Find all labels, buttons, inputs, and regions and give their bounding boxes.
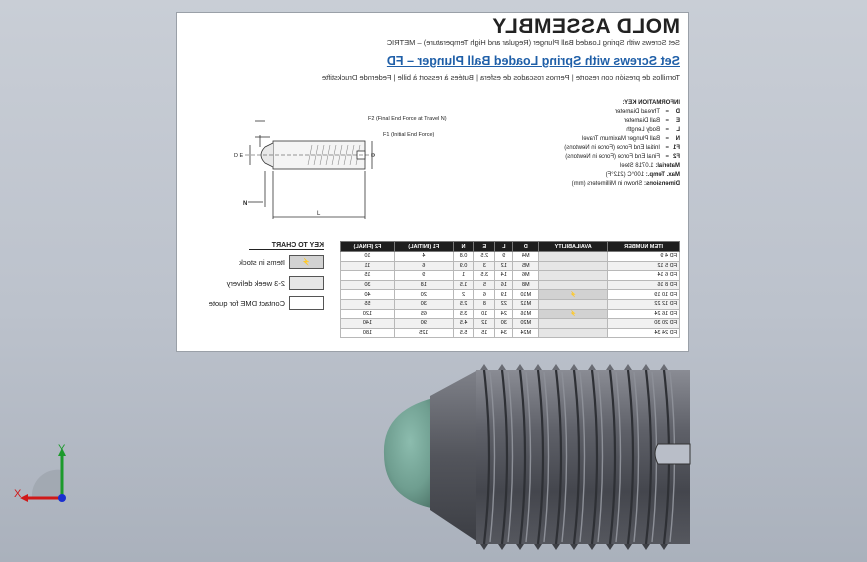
col-availability: AVAILABILITY [539,242,608,252]
cell-l: 14 [495,271,513,281]
sheet-subtitle: Set Screws with Spring Loaded Ball Plunger (Regular and High Temperature) – METRIC [386,38,680,47]
cell-f2: 10 [341,252,395,262]
info-key-title: INFORMATION KEY: [622,100,680,106]
table-row [341,280,680,290]
info-row: N=Ball Plunger Maximum Travel [581,136,680,142]
cell-d: M10 [513,290,539,300]
cell-n: 2 [453,290,474,300]
cell-l: 12 [495,261,513,271]
cell-f1: 65 [394,309,453,319]
cell-avail-stock-icon: ⚡ [539,290,608,300]
e-label: D E [234,153,244,159]
col-item-number: ITEM NUMBER [608,242,680,252]
thread-tooth [534,544,542,550]
y-label: Y [58,443,66,455]
thread-tooth [606,364,614,370]
sheet-title: MOLD ASSEMBLY [491,15,680,38]
col-n: N [453,242,474,252]
thread-tooth [588,364,596,370]
cell-l: 16 [495,280,513,290]
cell-e: 15 [474,328,495,338]
table-row [341,328,680,338]
cell-l: 19 [495,290,513,300]
thread-tooth [624,364,632,370]
cell-f2: 180 [341,328,395,338]
col-f2: F2 (FINAL) [341,242,395,252]
info-row: L=Body Length [626,127,680,133]
table-row [341,319,680,329]
cell-d: M5 [513,261,539,271]
d-label: D [371,153,375,159]
cell-f1: 20 [394,290,453,300]
col-d: D [513,242,539,252]
cell-item: FD 24 34 [608,328,680,338]
cell-avail [539,261,608,271]
set-screw-model[interactable] [380,356,695,551]
f2-label: F2 (Final End Force at Travel N) [368,116,447,122]
col-e: E [474,242,495,252]
key-stock-label: Items in stock [239,257,285,267]
cell-avail-stock-icon: ⚡ [539,309,608,319]
table-header-row [341,242,680,252]
cell-l: 24 [495,309,513,319]
item-table [340,241,680,338]
thread-tooth [552,364,560,370]
cell-item: FD 10 19 [608,290,680,300]
cell-d: M4 [513,252,539,262]
information-key [475,99,680,189]
thread-tooth [642,544,650,550]
cell-d: M20 [513,319,539,329]
key-to-chart-title: KEY TO CHART [249,242,324,250]
thread-tooth [552,544,560,550]
cell-item: FD 5 12 [608,261,680,271]
contact-swatch [289,296,324,310]
cell-f2: 55 [341,299,395,309]
cell-f1: 9 [394,271,453,281]
cell-item: FD 6 14 [608,271,680,281]
l-label: L [317,211,321,217]
cell-n: 3.5 [453,309,474,319]
thread-tooth [480,544,488,550]
cell-d: M16 [513,309,539,319]
cell-l: 30 [495,319,513,329]
cell-l: 34 [495,328,513,338]
cell-f2: 40 [341,290,395,300]
table-row [341,261,680,271]
cell-d: M6 [513,271,539,281]
cell-avail [539,280,608,290]
cell-e: 12 [474,319,495,329]
table-row [341,299,680,309]
col-f1: F1 (INITIAL) [394,242,453,252]
cell-e: 2.5 [474,252,495,262]
cell-item: FD 12 22 [608,299,680,309]
cell-f1: 18 [394,280,453,290]
cell-n: 0.8 [453,252,474,262]
key-stock [239,255,324,269]
cell-e: 8 [474,299,495,309]
cell-avail [539,271,608,281]
cell-n: 4.5 [453,319,474,329]
cell-f1: 4 [394,252,453,262]
info-row: D=Thread Diameter [614,109,680,115]
thread-tooth [498,544,506,550]
thread-tooth [588,544,596,550]
sheet-languages: Tornillos de presión con resorte | Pernos roscados de esfera | Butées à ressort à bille | Federnde Druckstifte [321,73,680,82]
cell-d: M8 [513,280,539,290]
x-label: X [14,488,22,500]
thread-tooth [516,544,524,550]
technical-drawing [198,99,460,219]
cell-f1: 90 [394,319,453,329]
catalog-sheet [177,13,688,351]
cell-item: FD 8 16 [608,280,680,290]
info-row: F1=Initial End Force (Force in Newtons) [564,145,680,151]
cell-e: 6 [474,290,495,300]
cell-f2: 15 [341,271,395,281]
col-l: L [495,242,513,252]
thread-tooth [642,364,650,370]
nose-cone [430,370,478,542]
thread-tooth [498,364,506,370]
table-row [341,309,680,319]
cell-f1: 30 [394,299,453,309]
cell-d: M24 [513,328,539,338]
cell-e: 3.5 [474,271,495,281]
material: Material: 1.0718 Steel [619,163,680,169]
axis-triad [14,440,74,510]
thread-tooth [660,364,668,370]
cell-item: FD 20 30 [608,319,680,329]
thread-tooth [534,364,542,370]
key-week [227,276,324,290]
lightning-icon: ⚡ [302,259,311,266]
thread-tooth [570,544,578,550]
table-row [341,252,680,262]
z-axis-dot [58,494,66,502]
key-contact-label: Contact DME for quote [208,298,285,308]
thread-tooth [516,364,524,370]
table-row [341,290,680,300]
cell-n: 2.5 [453,299,474,309]
cell-e: 10 [474,309,495,319]
cell-e: 3 [474,261,495,271]
sheet-heading: Set Screws with Spring Loaded Ball Plunger – FD [386,54,680,68]
cell-f2: 30 [341,280,395,290]
cell-n: 0.9 [453,261,474,271]
cell-item: FD 16 24 [608,309,680,319]
cell-avail [539,328,608,338]
cell-f2: 140 [341,319,395,329]
week-swatch [289,276,324,290]
key-contact [209,296,324,310]
cell-avail [539,299,608,309]
f1-label: F1 (Initial End Force) [383,132,435,138]
cell-f1: 125 [394,328,453,338]
thread-tooth [624,544,632,550]
cell-l: 22 [495,299,513,309]
cell-e: 5 [474,280,495,290]
max-temp: Max. Temp.: 100°C (212°F) [605,172,680,178]
info-row: F2=Final End Force (Force in Newtons) [565,154,680,160]
key-week-label: 2-3 week delivery [226,278,285,288]
thread-tooth [660,544,668,550]
cell-f2: 120 [341,309,395,319]
cell-d: M12 [513,299,539,309]
n-label: N [243,201,248,207]
cell-f2: 11 [341,261,395,271]
stock-swatch [289,255,324,269]
thread-tooth [570,364,578,370]
cell-n: 1.5 [453,280,474,290]
dimensions: Dimensions: Shown in Millimeters (mm) [571,181,680,187]
info-row: E=Ball Diameter [623,118,680,124]
cell-avail [539,252,608,262]
table-row [341,271,680,281]
cell-l: 9 [495,252,513,262]
driver-slot [655,444,690,464]
thread-tooth [606,544,614,550]
cell-avail [539,319,608,329]
triad-quadrant [32,470,62,498]
cell-item: FD 4 9 [608,252,680,262]
thread-tooth [480,364,488,370]
cell-f1: 6 [394,261,453,271]
cell-n: 5.5 [453,328,474,338]
cell-n: 1 [453,271,474,281]
